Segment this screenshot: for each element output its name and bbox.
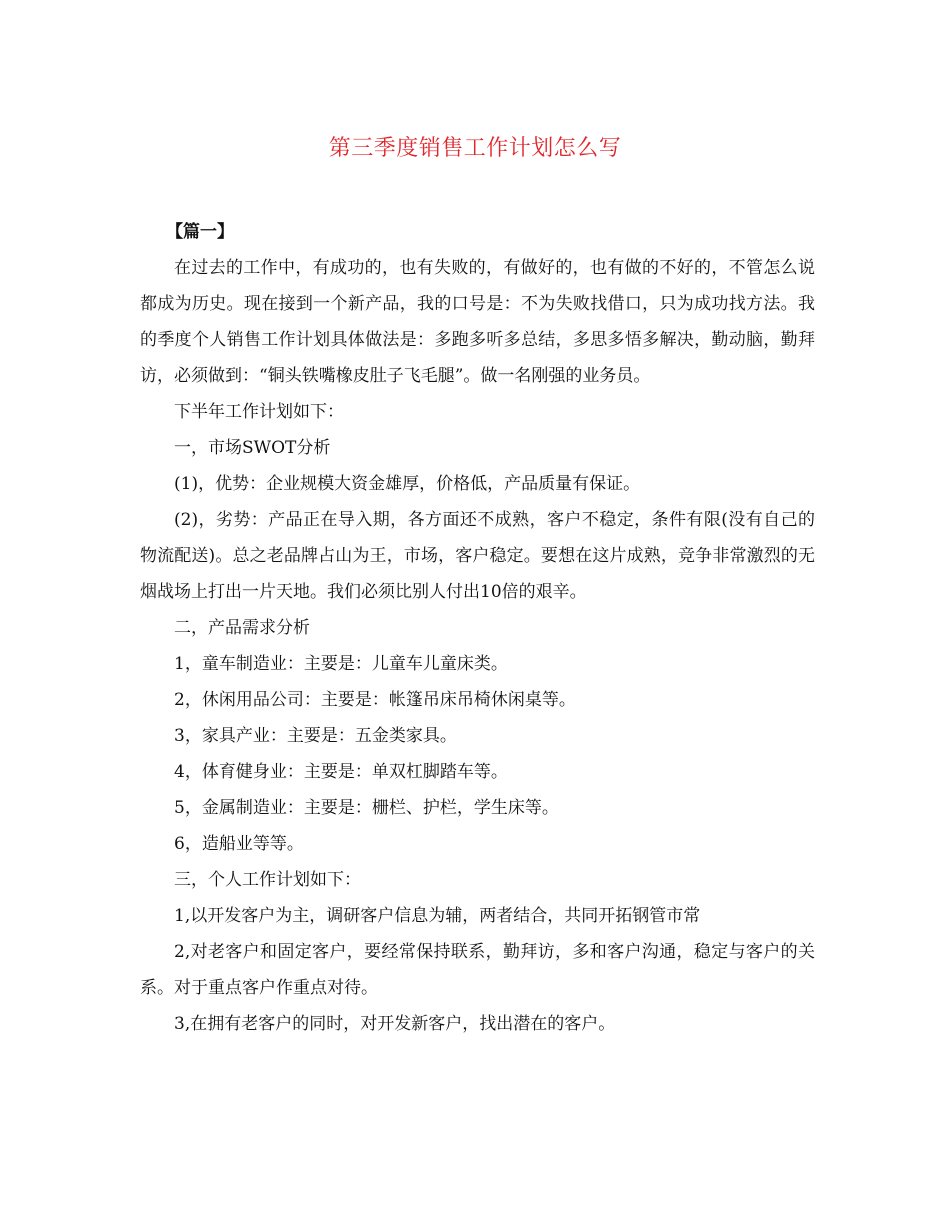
paragraph-weaknesses: (2)，劣势：产品正在导入期，各方面还不成熟，客户不稳定，条件有限(没有自己的物流配送)。总之老品牌占山为王，市场，客户稳定。要想在这片成熟，竞争非常激烈的无烟战场上打出一片天地。我们必须比别人付出10倍的艰辛。 <box>140 510 815 602</box>
section-heading: 【篇一】 <box>166 222 234 242</box>
list-item: 1,以开发客户为主，调研客户信息为辅，两者结合，共同开拓钢管市常 <box>174 906 701 926</box>
paragraph-intro: 在过去的工作中，有成功的，也有失败的，有做好的，也有做的不好的，不管怎么说都成为历史。现在接到一个新产品，我的口号是：不为失败找借口，只为成功找方法。我的季度个人销售工作计划具体做法是：多跑多听多总结，多思多悟多解决，勤动脑，勤拜访，必须做到：“铜头铁嘴橡皮肚子飞毛腿”。做一名刚强的业务员。 <box>140 258 815 386</box>
list-item: 4，体育健身业：主要是：单双杠脚踏车等。 <box>174 762 508 782</box>
list-item: 1，童车制造业：主要是：儿童车儿童床类。 <box>174 654 508 674</box>
list-item: 6，造船业等等。 <box>174 834 304 854</box>
paragraph-plan-intro: 下半年工作计划如下： <box>174 402 344 422</box>
list-item: 3，家具产业：主要是：五金类家具。 <box>174 726 457 746</box>
paragraph-strengths: (1)，优势：企业规模大资金雄厚，价格低，产品质量有保证。 <box>174 474 641 494</box>
heading-swot: 一，市场SWOT分析 <box>174 438 331 458</box>
document-title: 第三季度销售工作计划怎么写 <box>328 136 622 161</box>
heading-demand: 二，产品需求分析 <box>174 618 310 638</box>
document-body <box>140 214 815 1042</box>
list-item: 3,在拥有老客户的同时，对开发新客户，找出潜在的客户。 <box>174 1014 616 1034</box>
list-item: 2，休闲用品公司：主要是：帐篷吊床吊椅休闲桌等。 <box>174 690 576 710</box>
list-item: 2,对老客户和固定客户，要经常保持联系，勤拜访，多和客户沟通，稳定与客户的关系。对于重点客户作重点对待。 <box>140 942 815 998</box>
heading-personal-plan: 三，个人工作计划如下： <box>174 870 361 890</box>
list-item: 5，金属制造业：主要是：栅栏、护栏，学生床等。 <box>174 798 559 818</box>
